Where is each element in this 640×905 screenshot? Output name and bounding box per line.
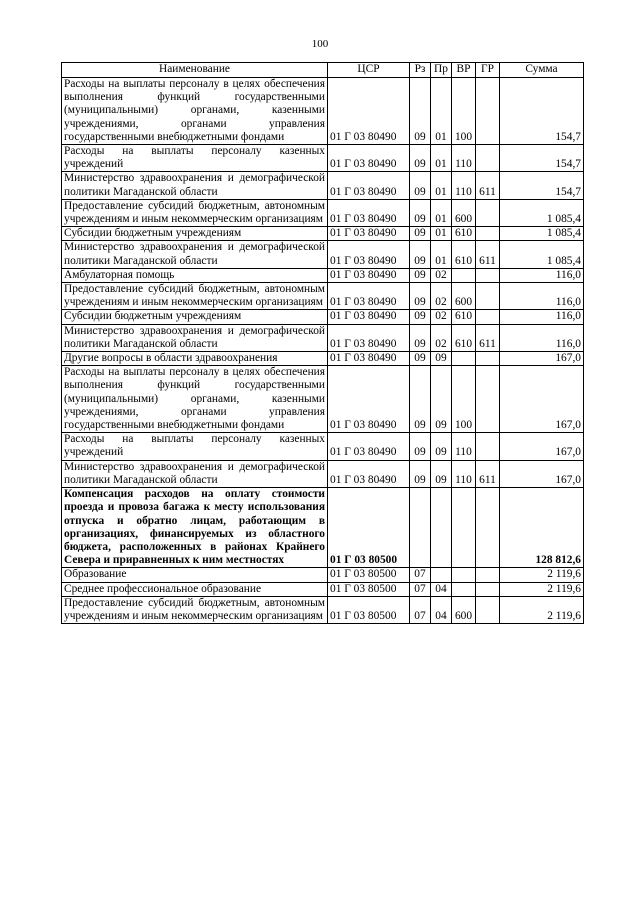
cell-sum: 154,7: [500, 172, 584, 199]
cell-name: Компенсация расходов на оплату стоимости проезда и провоза багажа к месту использования отпуска и обратно лицам, работающим в организациях, финансируемых из областного бюджета, расположенных в районах Крайнего Севера и приравненных к ним местностях: [62, 488, 328, 568]
cell-csr: 01 Г 03 80490: [328, 366, 410, 433]
table-row: [62, 366, 584, 433]
cell-pr: [431, 568, 452, 582]
cell-gr: [476, 352, 500, 366]
cell-gr: [476, 268, 500, 282]
table-row: [62, 283, 584, 310]
cell-rz: 09: [410, 366, 431, 433]
cell-pr: 02: [431, 283, 452, 310]
cell-vr: [452, 268, 476, 282]
cell-vr: 610: [452, 324, 476, 351]
cell-gr: 611: [476, 241, 500, 268]
cell-pr: 01: [431, 227, 452, 241]
cell-rz: [410, 488, 431, 568]
cell-csr: 01 Г 03 80490: [328, 324, 410, 351]
cell-sum: 1 085,4: [500, 227, 584, 241]
cell-sum: 167,0: [500, 460, 584, 487]
cell-vr: 110: [452, 460, 476, 487]
cell-vr: [452, 582, 476, 596]
cell-csr: 01 Г 03 80490: [328, 227, 410, 241]
cell-rz: 09: [410, 460, 431, 487]
table-row: [62, 78, 584, 145]
cell-sum: 1 085,4: [500, 199, 584, 226]
table-row: [62, 310, 584, 324]
table-row: [62, 241, 584, 268]
cell-vr: [452, 488, 476, 568]
cell-csr: 01 Г 03 80490: [328, 241, 410, 268]
cell-name: Министерство здравоохранения и демографической политики Магаданской области: [62, 324, 328, 351]
table-row: [62, 582, 584, 596]
cell-name: Амбулаторная помощь: [62, 268, 328, 282]
cell-vr: 610: [452, 227, 476, 241]
cell-csr: 01 Г 03 80490: [328, 78, 410, 145]
cell-gr: 611: [476, 172, 500, 199]
cell-gr: 611: [476, 324, 500, 351]
cell-gr: [476, 310, 500, 324]
cell-csr: 01 Г 03 80500: [328, 488, 410, 568]
cell-rz: 09: [410, 283, 431, 310]
header-vr: ВР: [452, 63, 476, 78]
cell-pr: 01: [431, 241, 452, 268]
cell-vr: 600: [452, 199, 476, 226]
table-row: [62, 433, 584, 460]
cell-gr: [476, 199, 500, 226]
cell-gr: [476, 433, 500, 460]
cell-sum: 2 119,6: [500, 596, 584, 623]
cell-rz: 07: [410, 596, 431, 623]
cell-csr: 01 Г 03 80500: [328, 596, 410, 623]
table-row: [62, 172, 584, 199]
cell-vr: 610: [452, 310, 476, 324]
cell-rz: 09: [410, 324, 431, 351]
cell-pr: 02: [431, 268, 452, 282]
cell-pr: 04: [431, 582, 452, 596]
cell-sum: 116,0: [500, 324, 584, 351]
cell-csr: 01 Г 03 80490: [328, 283, 410, 310]
cell-csr: 01 Г 03 80490: [328, 310, 410, 324]
cell-sum: 2 119,6: [500, 568, 584, 582]
cell-name: Субсидии бюджетным учреждениям: [62, 227, 328, 241]
cell-sum: 154,7: [500, 145, 584, 172]
cell-gr: 611: [476, 460, 500, 487]
cell-rz: 09: [410, 268, 431, 282]
cell-gr: [476, 596, 500, 623]
table-row: [62, 460, 584, 487]
cell-pr: 04: [431, 596, 452, 623]
cell-name: Министерство здравоохранения и демографической политики Магаданской области: [62, 172, 328, 199]
cell-pr: 01: [431, 78, 452, 145]
cell-gr: [476, 366, 500, 433]
cell-name: Расходы на выплаты персоналу казенных учреждений: [62, 145, 328, 172]
cell-pr: 09: [431, 433, 452, 460]
cell-name: Предоставление субсидий бюджетным, автономным учреждениям и иным некоммерческим организациям: [62, 283, 328, 310]
cell-sum: 128 812,6: [500, 488, 584, 568]
cell-gr: [476, 145, 500, 172]
header-csr: ЦСР: [328, 63, 410, 78]
cell-name: Предоставление субсидий бюджетным, автономным учреждениям и иным некоммерческим организациям: [62, 199, 328, 226]
header-rz: Рз: [410, 63, 431, 78]
cell-name: Расходы на выплаты персоналу казенных учреждений: [62, 433, 328, 460]
cell-name: Образование: [62, 568, 328, 582]
cell-pr: 02: [431, 310, 452, 324]
cell-pr: 02: [431, 324, 452, 351]
table-header-row: [62, 63, 584, 78]
cell-vr: [452, 352, 476, 366]
table-row: [62, 268, 584, 282]
cell-name: Субсидии бюджетным учреждениям: [62, 310, 328, 324]
cell-csr: 01 Г 03 80490: [328, 199, 410, 226]
cell-rz: 09: [410, 78, 431, 145]
cell-gr: [476, 227, 500, 241]
table-body: [62, 78, 584, 624]
cell-vr: 610: [452, 241, 476, 268]
cell-csr: 01 Г 03 80490: [328, 172, 410, 199]
table-row: [62, 227, 584, 241]
cell-gr: [476, 568, 500, 582]
table-row: [62, 568, 584, 582]
cell-name: Расходы на выплаты персоналу в целях обеспечения выполнения функций государственными (муниципальными) органами, казенными учреждениями, органами управления государственными внебюджетными фондами: [62, 78, 328, 145]
budget-table: [61, 62, 584, 624]
cell-vr: 110: [452, 433, 476, 460]
cell-gr: [476, 582, 500, 596]
cell-rz: 09: [410, 310, 431, 324]
header-gr: ГР: [476, 63, 500, 78]
cell-csr: 01 Г 03 80490: [328, 268, 410, 282]
cell-csr: 01 Г 03 80500: [328, 582, 410, 596]
cell-pr: 09: [431, 352, 452, 366]
cell-sum: 116,0: [500, 310, 584, 324]
header-sum: Сумма: [500, 63, 584, 78]
table-row: [62, 352, 584, 366]
cell-gr: [476, 283, 500, 310]
cell-sum: 2 119,6: [500, 582, 584, 596]
cell-rz: 09: [410, 145, 431, 172]
cell-name: Другие вопросы в области здравоохранения: [62, 352, 328, 366]
cell-pr: 01: [431, 199, 452, 226]
cell-sum: 167,0: [500, 433, 584, 460]
cell-vr: 100: [452, 366, 476, 433]
table-row: [62, 488, 584, 568]
table-row: [62, 324, 584, 351]
cell-gr: [476, 78, 500, 145]
cell-csr: 01 Г 03 80490: [328, 352, 410, 366]
cell-pr: 09: [431, 460, 452, 487]
cell-name: Министерство здравоохранения и демографической политики Магаданской области: [62, 241, 328, 268]
cell-pr: 01: [431, 145, 452, 172]
cell-rz: 09: [410, 433, 431, 460]
cell-sum: 116,0: [500, 268, 584, 282]
cell-csr: 01 Г 03 80490: [328, 460, 410, 487]
cell-rz: 07: [410, 582, 431, 596]
cell-name: Предоставление субсидий бюджетным, автономным учреждениям и иным некоммерческим организациям: [62, 596, 328, 623]
cell-sum: 154,7: [500, 78, 584, 145]
cell-csr: 01 Г 03 80500: [328, 568, 410, 582]
cell-vr: 600: [452, 596, 476, 623]
table-row: [62, 145, 584, 172]
cell-sum: 1 085,4: [500, 241, 584, 268]
cell-name: Министерство здравоохранения и демографической политики Магаданской области: [62, 460, 328, 487]
cell-rz: 09: [410, 227, 431, 241]
header-pr: Пр: [431, 63, 452, 78]
cell-csr: 01 Г 03 80490: [328, 145, 410, 172]
cell-sum: 116,0: [500, 283, 584, 310]
cell-rz: 09: [410, 199, 431, 226]
cell-vr: 110: [452, 172, 476, 199]
cell-vr: 110: [452, 145, 476, 172]
cell-vr: [452, 568, 476, 582]
cell-rz: 09: [410, 352, 431, 366]
cell-name: Среднее профессиональное образование: [62, 582, 328, 596]
cell-pr: 09: [431, 366, 452, 433]
cell-pr: [431, 488, 452, 568]
cell-rz: 07: [410, 568, 431, 582]
cell-sum: 167,0: [500, 352, 584, 366]
cell-pr: 01: [431, 172, 452, 199]
cell-csr: 01 Г 03 80490: [328, 433, 410, 460]
header-name: Наименование: [62, 63, 328, 78]
cell-rz: 09: [410, 241, 431, 268]
cell-vr: 600: [452, 283, 476, 310]
cell-vr: 100: [452, 78, 476, 145]
table-row: [62, 199, 584, 226]
page-number: 100: [311, 38, 329, 50]
cell-rz: 09: [410, 172, 431, 199]
cell-name: Расходы на выплаты персоналу в целях обеспечения выполнения функций государственными (муниципальными) органами, казенными учреждениями, органами управления государственными внебюджетными фондами: [62, 366, 328, 433]
table-row: [62, 596, 584, 623]
cell-sum: 167,0: [500, 366, 584, 433]
cell-gr: [476, 488, 500, 568]
